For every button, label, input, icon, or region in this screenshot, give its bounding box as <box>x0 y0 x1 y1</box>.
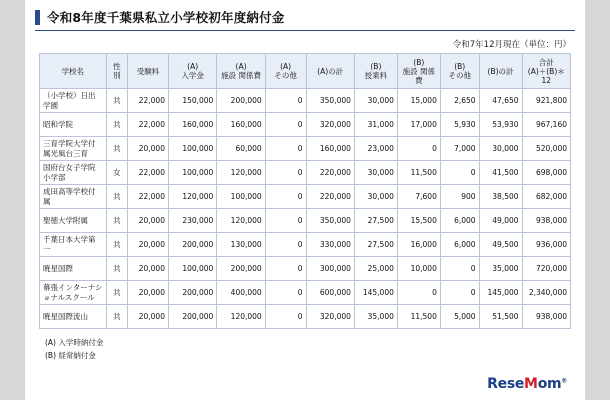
cell-a-other: 0 <box>265 305 306 329</box>
cell-a-other: 0 <box>265 137 306 161</box>
cell-exam-fee: 22,000 <box>128 161 169 185</box>
cell-grand-total: 967,160 <box>522 113 570 137</box>
table-row <box>40 233 571 257</box>
cell-a-entrance: 200,000 <box>168 281 216 305</box>
cell-a-other: 0 <box>265 185 306 209</box>
col-b-total: (B)の計 <box>479 54 522 89</box>
cell-a-other: 0 <box>265 161 306 185</box>
cell-b-facility: 17,000 <box>397 113 440 137</box>
cell-b-tuition: 30,000 <box>354 185 397 209</box>
cell-gender: 共 <box>106 113 127 137</box>
cell-b-facility: 10,000 <box>397 257 440 281</box>
cell-b-tuition: 27,500 <box>354 209 397 233</box>
cell-b-other: 7,000 <box>440 137 479 161</box>
col-b-other: (B) その他 <box>440 54 479 89</box>
cell-a-entrance: 100,000 <box>168 161 216 185</box>
cell-b-other: 5,930 <box>440 113 479 137</box>
cell-b-tuition: 23,000 <box>354 137 397 161</box>
cell-b-total: 49,000 <box>479 209 522 233</box>
cell-a-total: 220,000 <box>306 161 354 185</box>
cell-a-total: 330,000 <box>306 233 354 257</box>
cell-school: 三育学院大学付属光風台三育 <box>40 137 107 161</box>
cell-grand-total: 720,000 <box>522 257 570 281</box>
cell-a-other: 0 <box>265 281 306 305</box>
cell-gender: 共 <box>106 209 127 233</box>
cell-school: 暁星国際流山 <box>40 305 107 329</box>
cell-b-total: 41,500 <box>479 161 522 185</box>
cell-a-entrance: 160,000 <box>168 113 216 137</box>
table-row <box>40 305 571 329</box>
cell-b-other: 0 <box>440 161 479 185</box>
cell-b-tuition: 145,000 <box>354 281 397 305</box>
cell-grand-total: 2,340,000 <box>522 281 570 305</box>
cell-a-total: 600,000 <box>306 281 354 305</box>
cell-school: 幕張インターナショナルスクール <box>40 281 107 305</box>
cell-a-facility: 200,000 <box>217 89 265 113</box>
cell-b-total: 35,000 <box>479 257 522 281</box>
col-school: 学校名 <box>40 54 107 89</box>
col-b-tuition: (B) 授業料 <box>354 54 397 89</box>
resemom-logo: ReseMom® <box>487 376 567 392</box>
cell-b-total: 38,500 <box>479 185 522 209</box>
cell-a-facility: 200,000 <box>217 257 265 281</box>
document-page <box>25 0 585 400</box>
cell-b-other: 900 <box>440 185 479 209</box>
cell-b-facility: 0 <box>397 281 440 305</box>
table-row <box>40 257 571 281</box>
cell-b-total: 53,930 <box>479 113 522 137</box>
cell-b-other: 6,000 <box>440 209 479 233</box>
cell-a-facility: 100,000 <box>217 185 265 209</box>
title-accent-bar <box>35 10 40 25</box>
col-grand-total: 合計 (A)＋(B)＊12 <box>522 54 570 89</box>
cell-gender: 共 <box>106 305 127 329</box>
cell-grand-total: 936,000 <box>522 233 570 257</box>
table-header <box>40 54 571 89</box>
cell-b-facility: 7,600 <box>397 185 440 209</box>
cell-a-entrance: 120,000 <box>168 185 216 209</box>
col-b-facility: (B) 施設 関係費 <box>397 54 440 89</box>
cell-exam-fee: 20,000 <box>128 305 169 329</box>
table-row <box>40 137 571 161</box>
cell-grand-total: 682,000 <box>522 185 570 209</box>
page-title: 令和8年度千葉県私立小学校初年度納付金 <box>47 10 285 25</box>
cell-a-facility: 130,000 <box>217 233 265 257</box>
cell-b-total: 49,500 <box>479 233 522 257</box>
table-row <box>40 89 571 113</box>
col-gender: 性 別 <box>106 54 127 89</box>
cell-b-tuition: 27,500 <box>354 233 397 257</box>
cell-a-total: 350,000 <box>306 89 354 113</box>
cell-b-total: 51,500 <box>479 305 522 329</box>
col-exam-fee: 受験料 <box>128 54 169 89</box>
cell-a-facility: 400,000 <box>217 281 265 305</box>
cell-b-tuition: 31,000 <box>354 113 397 137</box>
table-row <box>40 161 571 185</box>
cell-b-other: 5,000 <box>440 305 479 329</box>
cell-b-tuition: 30,000 <box>354 161 397 185</box>
cell-school: 成田高等学校付属 <box>40 185 107 209</box>
cell-grand-total: 938,000 <box>522 209 570 233</box>
cell-a-total: 350,000 <box>306 209 354 233</box>
header-row <box>40 54 571 89</box>
cell-exam-fee: 20,000 <box>128 233 169 257</box>
cell-gender: 共 <box>106 185 127 209</box>
cell-grand-total: 698,000 <box>522 161 570 185</box>
cell-a-total: 160,000 <box>306 137 354 161</box>
cell-a-entrance: 230,000 <box>168 209 216 233</box>
cell-school: 暁星国際 <box>40 257 107 281</box>
fees-table <box>39 53 571 329</box>
cell-exam-fee: 20,000 <box>128 281 169 305</box>
cell-a-facility: 120,000 <box>217 209 265 233</box>
cell-a-facility: 120,000 <box>217 305 265 329</box>
cell-a-total: 300,000 <box>306 257 354 281</box>
cell-a-facility: 60,000 <box>217 137 265 161</box>
cell-b-other: 0 <box>440 257 479 281</box>
cell-b-facility: 0 <box>397 137 440 161</box>
cell-a-entrance: 100,000 <box>168 257 216 281</box>
cell-a-other: 0 <box>265 113 306 137</box>
note-b: (B) 経常納付金 <box>45 350 96 360</box>
cell-school: 昭和学院 <box>40 113 107 137</box>
cell-gender: 共 <box>106 89 127 113</box>
page-title-bar <box>35 8 575 31</box>
cell-b-other: 2,650 <box>440 89 479 113</box>
cell-a-other: 0 <box>265 209 306 233</box>
cell-b-facility: 11,500 <box>397 305 440 329</box>
cell-grand-total: 520,000 <box>522 137 570 161</box>
cell-a-other: 0 <box>265 89 306 113</box>
cell-b-facility: 11,500 <box>397 161 440 185</box>
note-a: (A) 入学時納付金 <box>45 338 104 347</box>
cell-exam-fee: 22,000 <box>128 113 169 137</box>
cell-b-tuition: 30,000 <box>354 89 397 113</box>
cell-a-entrance: 200,000 <box>168 305 216 329</box>
cell-exam-fee: 20,000 <box>128 257 169 281</box>
cell-exam-fee: 22,000 <box>128 89 169 113</box>
fees-table-wrap <box>39 53 571 329</box>
cell-a-other: 0 <box>265 257 306 281</box>
cell-school: 国府台女子学院小学部 <box>40 161 107 185</box>
cell-b-facility: 15,500 <box>397 209 440 233</box>
table-row <box>40 185 571 209</box>
table-row <box>40 209 571 233</box>
cell-b-facility: 16,000 <box>397 233 440 257</box>
cell-grand-total: 938,000 <box>522 305 570 329</box>
col-a-total: (A)の計 <box>306 54 354 89</box>
cell-gender: 共 <box>106 257 127 281</box>
cell-b-other: 0 <box>440 281 479 305</box>
cell-a-total: 320,000 <box>306 305 354 329</box>
cell-b-facility: 15,000 <box>397 89 440 113</box>
cell-gender: 共 <box>106 233 127 257</box>
cell-exam-fee: 22,000 <box>128 185 169 209</box>
cell-b-total: 30,000 <box>479 137 522 161</box>
cell-b-tuition: 35,000 <box>354 305 397 329</box>
cell-a-facility: 160,000 <box>217 113 265 137</box>
table-body <box>40 89 571 329</box>
cell-a-total: 220,000 <box>306 185 354 209</box>
cell-a-total: 320,000 <box>306 113 354 137</box>
table-row <box>40 281 571 305</box>
cell-a-facility: 120,000 <box>217 161 265 185</box>
col-a-facility: (A) 施設 関係費 <box>217 54 265 89</box>
cell-b-tuition: 25,000 <box>354 257 397 281</box>
cell-a-entrance: 100,000 <box>168 137 216 161</box>
cell-b-total: 47,650 <box>479 89 522 113</box>
cell-gender: 共 <box>106 137 127 161</box>
cell-gender: 女 <box>106 161 127 185</box>
cell-b-other: 6,000 <box>440 233 479 257</box>
cell-a-entrance: 200,000 <box>168 233 216 257</box>
cell-gender: 共 <box>106 281 127 305</box>
as-of-date: 令和7年12月現在（単位：円） <box>452 40 571 50</box>
cell-school: （小学校）日出学園 <box>40 89 107 113</box>
cell-school: 聖徳大学附属 <box>40 209 107 233</box>
cell-grand-total: 921,800 <box>522 89 570 113</box>
cell-a-other: 0 <box>265 233 306 257</box>
cell-exam-fee: 20,000 <box>128 209 169 233</box>
cell-exam-fee: 20,000 <box>128 137 169 161</box>
cell-b-total: 145,000 <box>479 281 522 305</box>
col-a-other: (A) その他 <box>265 54 306 89</box>
cell-school: 千葉日本大学第一 <box>40 233 107 257</box>
cell-a-entrance: 150,000 <box>168 89 216 113</box>
table-row <box>40 113 571 137</box>
table-notes <box>45 337 585 363</box>
col-a-entrance: (A) 入学金 <box>168 54 216 89</box>
